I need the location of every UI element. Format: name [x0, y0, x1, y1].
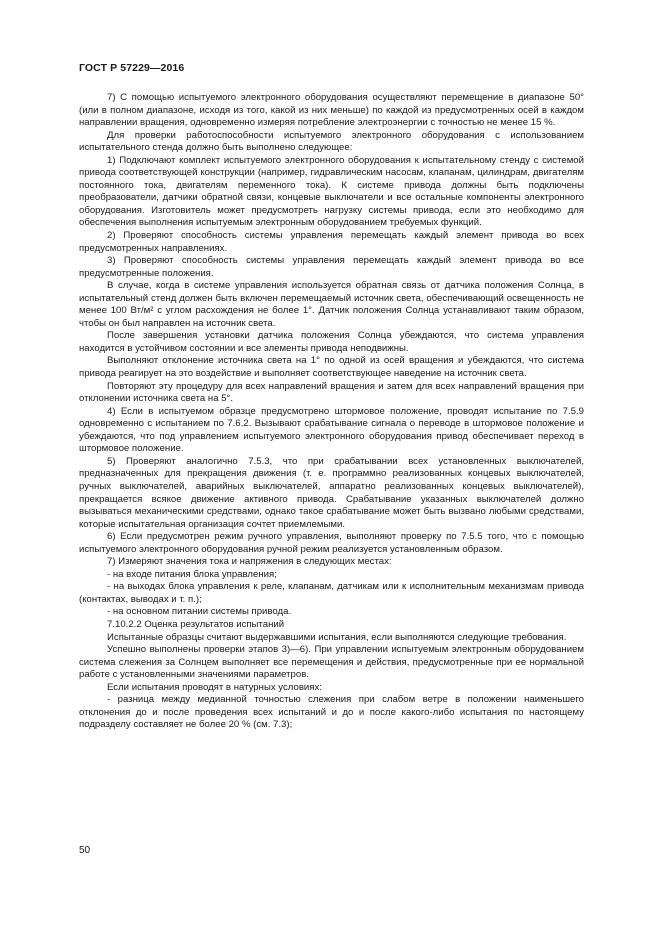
paragraph: После завершения установки датчика положения Солнца убеждаются, что система управления находится в устойчивом состоянии и все элементы привода неподвижны.	[79, 330, 584, 354]
standard-header: ГОСТ Р 57229—2016	[79, 62, 185, 74]
body-text	[79, 92, 584, 732]
paragraph: 6) Если предусмотрен режим ручного управления, выполняют проверку по 7.5.5 того, что с помощью испытуемого электронного оборудования ручной режим реализуется установленным образом.	[79, 531, 584, 555]
paragraph: Испытанные образцы считают выдержавшими испытания, если выполняются следующие требования.	[107, 631, 567, 643]
paragraph: Для проверки работоспособности испытуемого электронного оборудования с использованием испытательного стенда должно быть выполнено следующее:	[79, 129, 584, 154]
paragraph: Если испытания проводят в натурных условиях:	[107, 681, 322, 693]
list-item: - разница между медианной точностью слежения при слабом ветре в положении наименьшего отклонения до и после проведения всех испытаний и до и после какого-либо испытания по настоящему подразделу составляет не более 20 % (см. 7.3);	[79, 694, 584, 731]
list-item: - на основном питании системы привода.	[107, 606, 292, 618]
section-heading: 7.10.2.2 Оценка результатов испытаний	[107, 618, 285, 630]
paragraph: 7) Измеряют значения тока и напряжения в следующих местах:	[107, 556, 392, 568]
paragraph: Успешно выполнены проверки этапов 3)—6). При управлении испытуемым электронным оборудованием система слежения за Солнцем выполняет все перемещения и действия, предусмотренные при ее нормальной работе с установленными значениями параметров.	[79, 644, 584, 681]
paragraph: 5) Проверяют аналогично 7.5.3, что при срабатывании всех установленных выключателей, предназначенных для прекращения движения (т. е. программно реализованных концевых выключателей, ручных выключателей, аварийных выключателей, аппаратно реализованных концевых выключателей), прекращается всякое движение активного привода. Срабатывание указанных выключателей должно вызываться механическими средствами, однако такое срабатывание может быть вызвано любыми средствами, которые испытательная организация сочтет приемлемыми.	[79, 455, 584, 530]
page-number: 50	[79, 845, 91, 856]
paragraph: 1) Подключают комплект испытуемого электронного оборудования к испытательному стенду с системой привода соответствующей конструкции (например, гидравлическим насосам, клапанам, цилиндрам, двигателям постоянного тока, двигателям переменного тока). К системе привода должны быть подключены преобразователи, датчики обратной связи, концевые выключатели и все остальные компоненты электронного оборудования. Изготовитель может предусмотреть нагрузку системы привода, если это необходимо для обеспечения выполнения испытуемым электронным оборудованием требуемых функций.	[79, 154, 584, 229]
list-item: - на входе питания блока управления;	[107, 568, 277, 580]
paragraph: Выполняют отклонение источника света на 1° по одной из осей вращения и убеждаются, что система привода реагирует на это воздействие и выполняет соответствующее наведение на источник света.	[79, 355, 584, 380]
paragraph: 3) Проверяют способность системы управления перемещать каждый элемент привода во все предусмотренные положения.	[79, 255, 584, 279]
paragraph: Повторяют эту процедуру для всех направлений вращения и затем для всех направлений вращения при отклонении источника света на 5°.	[79, 380, 584, 405]
list-item: - на выходах блока управления к реле, клапанам, датчикам или к исполнительным механизмам привода (контактах, выводах и т. п.);	[79, 581, 584, 605]
paragraph: 2) Проверяют способность системы управления перемещать каждый элемент привода во всех предусмотренных направлениях.	[79, 230, 584, 254]
paragraph: 7) С помощью испытуемого электронного оборудования осуществляют перемещение в диапазоне 50° (или в полном диапазоне, исходя из того, какой из них меньше) по каждой из предусмотренных осей в каждом направлении вращения, одновременно измеряя потребление электроэнергии с точностью не менее 15 %.	[79, 92, 584, 129]
paragraph: В случае, когда в системе управления используется обратная связь от датчика положения Солнца, в испытательный стенд должен быть включен перемещаемый источник света, обеспечивающий освещенность не менее 100 Вт/м² с углом расхождения не более 1°. Датчик положения Солнца устанавливают таким образом, чтобы он был направлен на источник света.	[79, 280, 584, 329]
paragraph: 4) Если в испытуемом образце предусмотрено штормовое положение, проводят испытание по 7.5.9 одновременно с испытанием по 7.6.2. Вызывают срабатывание сигнала о переводе в штормовое положение и убеждаются, что под управлением испытуемого электронного оборудования привод обеспечивает переход в штормовое положение.	[79, 405, 584, 455]
